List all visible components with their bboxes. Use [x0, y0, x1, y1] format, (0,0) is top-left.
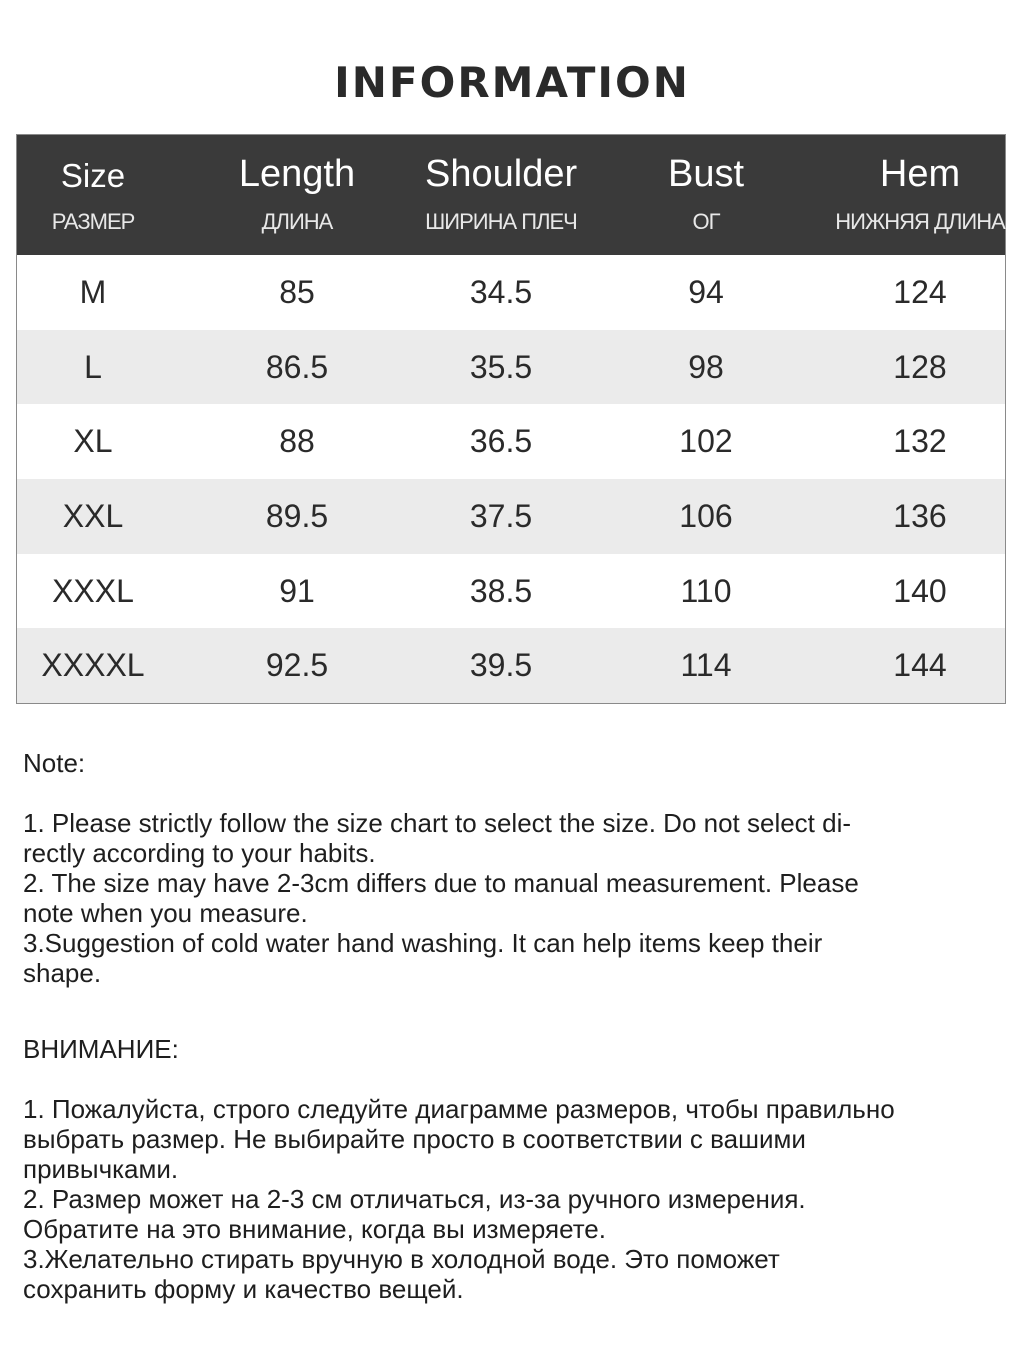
cell-length: 91: [279, 572, 315, 609]
header-hem: [835, 135, 1005, 255]
note-line: 1. Please strictly follow the size chart to select the size. Do not select di-: [23, 808, 852, 838]
header-sublabel: ОГ: [692, 209, 720, 234]
header-label: Size: [60, 157, 126, 194]
cell-shoulder: 38.5: [469, 572, 533, 609]
cell-shoulder: 37.5: [469, 497, 533, 534]
note-line: shape.: [23, 958, 102, 988]
cell-size: M: [79, 273, 107, 310]
cell-length: 86.5: [265, 348, 329, 385]
header-sublabel: ШИРИНА ПЛЕЧ: [425, 209, 577, 234]
header-sublabel: ДЛИНА: [261, 209, 333, 234]
note-line: 3.Желательно стирать вручную в холодной воде. Это поможет: [23, 1244, 780, 1274]
cell-hem: 128: [893, 348, 947, 385]
header-sublabel: РАЗМЕР: [51, 209, 135, 234]
note-heading: Note:: [23, 748, 86, 778]
cell-length: 92.5: [265, 647, 329, 684]
table-row: [17, 255, 1005, 330]
header-label: Length: [238, 153, 356, 195]
header-length: [169, 135, 425, 255]
table-row: [17, 554, 1005, 629]
cell-length: 89.5: [265, 497, 329, 534]
cell-size: XXL: [62, 497, 124, 534]
header-sublabel: НИЖНЯЯ ДЛИНА: [835, 209, 1005, 234]
cell-size: L: [84, 348, 102, 385]
cell-bust: 98: [688, 348, 724, 385]
header-label: Shoulder: [425, 153, 578, 195]
note-heading: ВНИМАНИЕ:: [23, 1034, 179, 1064]
note-line: сохранить форму и качество вещей.: [23, 1274, 464, 1304]
page-title: INFORMATION: [334, 58, 690, 107]
note-line: привычками.: [23, 1154, 179, 1184]
cell-hem: 124: [893, 273, 947, 310]
cell-hem: 132: [893, 423, 947, 460]
table-row: [17, 330, 1005, 405]
note-line: 1. Пожалуйста, строго следуйте диаграмме размеров, чтобы правильно: [23, 1094, 895, 1124]
cell-shoulder: 36.5: [469, 423, 533, 460]
table-row: [17, 404, 1005, 479]
note-line: выбрать размер. Не выбирайте просто в соответствии с вашими: [23, 1124, 806, 1154]
note-line: note when you measure.: [23, 898, 308, 928]
table-row: [17, 628, 1005, 703]
cell-bust: 110: [680, 572, 732, 609]
note-line: Обратите на это внимание, когда вы измеряете.: [23, 1214, 606, 1244]
note-line: rectly according to your habits.: [23, 838, 376, 868]
note-line: 3.Suggestion of cold water hand washing. It can help items keep their: [23, 928, 823, 958]
cell-size: XL: [73, 423, 113, 460]
note-line: 2. Размер может на 2-3 см отличаться, из-за ручного измерения.: [23, 1184, 806, 1214]
cell-length: 85: [279, 273, 315, 310]
cell-size: XXXL: [52, 572, 134, 609]
note-en: [23, 748, 993, 988]
header-size: [17, 135, 169, 255]
cell-bust: 106: [679, 497, 733, 534]
cell-bust: 102: [679, 423, 733, 460]
header-shoulder: [425, 135, 577, 255]
cell-size: XXXXL: [41, 647, 145, 684]
cell-hem: 140: [893, 572, 947, 609]
table-row: [17, 479, 1005, 554]
note-line: 2. The size may have 2-3cm differs due to manual measurement. Please: [23, 868, 859, 898]
cell-bust: 94: [688, 273, 724, 310]
cell-shoulder: 39.5: [469, 647, 533, 684]
cell-hem: 144: [893, 647, 947, 684]
cell-shoulder: 35.5: [469, 348, 533, 385]
note-ru: [23, 1034, 993, 1304]
table-header: [17, 135, 1005, 255]
header-label: Hem: [879, 153, 961, 195]
cell-shoulder: 34.5: [469, 273, 533, 310]
cell-bust: 114: [680, 647, 732, 684]
cell-hem: 136: [893, 497, 947, 534]
size-chart-table: [16, 134, 1006, 704]
header-label: Bust: [667, 153, 745, 195]
header-bust: [577, 135, 835, 255]
cell-length: 88: [279, 423, 315, 460]
